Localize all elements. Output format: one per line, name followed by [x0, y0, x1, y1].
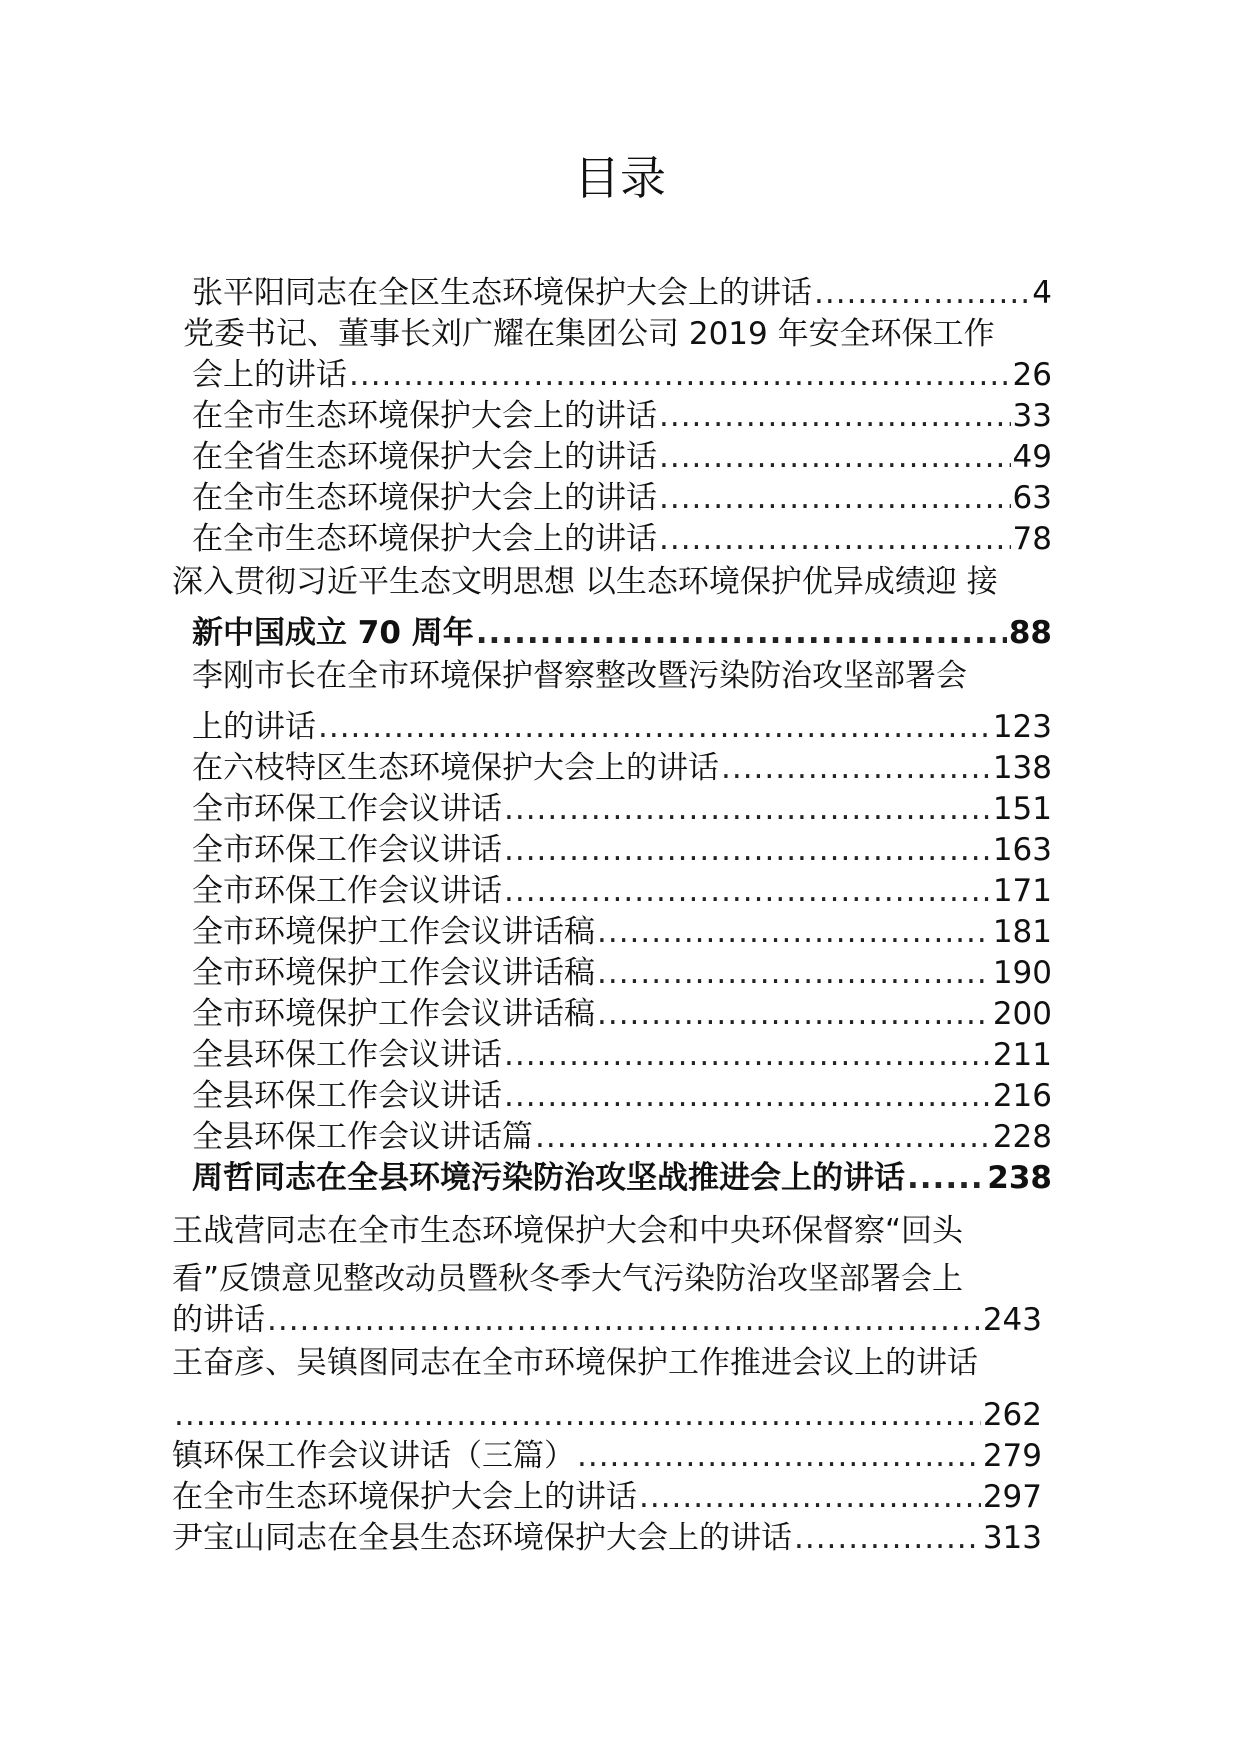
toc-entry-title: 张平阳同志在全区生态环境保护大会上的讲话: [192, 275, 812, 311]
toc-leader-dots: [659, 436, 1011, 478]
toc-entry[interactable]: [192, 747, 1052, 789]
toc-entry[interactable]: [192, 952, 1052, 994]
toc-page-number: 4: [1032, 275, 1052, 311]
toc-entry-title: 在全市生态环境保护大会上的讲话: [192, 480, 657, 516]
toc-leader-dots: [597, 993, 991, 1035]
toc-page-number: 26: [1012, 357, 1052, 393]
toc-entry[interactable]: [192, 706, 1052, 748]
toc-entry-title: 全市环境保护工作会议讲话稿: [192, 914, 595, 950]
toc-entry[interactable]: [172, 1476, 1042, 1518]
toc-entry-title: 在全市生态环境保护大会上的讲话: [192, 521, 657, 557]
toc-entry-title: 镇环保工作会议讲话（三篇）: [172, 1438, 575, 1474]
toc-entry[interactable]: [172, 1258, 1052, 1300]
toc-entry[interactable]: [192, 870, 1052, 912]
toc-page-number: 216: [992, 1078, 1052, 1114]
toc-entry-title: 周哲同志在全县环境污染防治攻坚战推进会上的讲话: [192, 1160, 905, 1196]
toc-page-number: 190: [992, 955, 1052, 991]
toc-leader-dots: [504, 870, 991, 912]
toc-entry[interactable]: [172, 1342, 1052, 1384]
toc-page-number: 181: [992, 914, 1052, 950]
toc-entry-title: 李刚市长在全市环境保护督察整改暨污染防治攻坚部署会: [192, 658, 967, 694]
toc-entry-title: 全市环保工作会议讲话: [192, 832, 502, 868]
toc-leader-dots: [318, 706, 991, 748]
toc-entry-title: 王奋彦、吴镇图同志在全市环境保护工作推进会议上的讲话: [172, 1345, 978, 1381]
toc-entry-title: 深入贯彻习近平生态文明思想 以生态环境保护优异成绩迎 接: [172, 564, 998, 600]
toc-entry-title: 全县环保工作会议讲话: [192, 1078, 502, 1114]
toc-leader-dots: [659, 518, 1011, 560]
toc-leader-dots: [504, 788, 991, 830]
toc-entry[interactable]: [192, 395, 1052, 437]
toc-entry[interactable]: [192, 788, 1052, 830]
toc-page-number: 238: [987, 1160, 1052, 1196]
toc-entry-title: 在六枝特区生态环境保护大会上的讲话: [192, 750, 719, 786]
toc-entry-title: 在全市生态环境保护大会上的讲话: [172, 1479, 637, 1515]
toc-leader-dots: [597, 952, 991, 994]
toc-entry-title: 全市环保工作会议讲话: [192, 873, 502, 909]
toc-page-number: 88: [1008, 615, 1052, 651]
toc-entry[interactable]: [192, 1075, 1052, 1117]
toc-page-number: 211: [992, 1037, 1052, 1073]
toc-page-number: 228: [992, 1119, 1052, 1155]
toc-page-number: 138: [992, 750, 1052, 786]
toc-entry[interactable]: [172, 1394, 1042, 1436]
toc-entry-title: 的讲话: [172, 1302, 265, 1338]
toc-entry[interactable]: [183, 313, 1063, 355]
toc-entry-title: 会上的讲话: [192, 357, 347, 393]
toc-leader-dots: [504, 829, 991, 871]
toc-page-number: 313: [982, 1520, 1042, 1556]
toc-leader-dots: [535, 1116, 991, 1158]
toc-entry[interactable]: [192, 477, 1052, 519]
toc-entry[interactable]: [192, 1034, 1052, 1076]
toc-page-number: 243: [982, 1302, 1042, 1338]
toc-entry[interactable]: [192, 272, 1052, 314]
toc-leader-dots: [349, 354, 1011, 396]
toc-page-number: 151: [992, 791, 1052, 827]
toc-page-number: 33: [1012, 398, 1052, 434]
toc-page-number: 171: [992, 873, 1052, 909]
toc-entry[interactable]: [192, 354, 1052, 396]
toc-entry-title: 在全省生态环境保护大会上的讲话: [192, 439, 657, 475]
toc-page-number: 123: [992, 709, 1052, 745]
toc-entry[interactable]: [172, 561, 1072, 603]
toc-entry-title: 王战营同志在全市生态环境保护大会和中央环保督察“回头: [172, 1213, 964, 1249]
toc-entry[interactable]: [192, 911, 1052, 953]
toc-leader-dots: [659, 477, 1011, 519]
toc-page-number: 279: [982, 1438, 1042, 1474]
toc-leader-dots: [721, 747, 991, 789]
toc-entry-title: 上的讲话: [192, 709, 316, 745]
toc-entry-title: 全县环保工作会议讲话: [192, 1037, 502, 1073]
toc-page-number: 63: [1012, 480, 1052, 516]
toc-entry[interactable]: [172, 1517, 1042, 1559]
toc-entry[interactable]: [192, 436, 1052, 478]
toc-leader-dots: [267, 1299, 981, 1341]
toc-entry-title: 看”反馈意见整改动员暨秋冬季大气污染防治攻坚部署会上: [172, 1261, 964, 1297]
toc-entry-title: 全县环保工作会议讲话篇: [192, 1119, 533, 1155]
toc-leader-dots: [504, 1075, 991, 1117]
toc-leader-dots: [794, 1517, 981, 1559]
toc-page-number: 297: [982, 1479, 1042, 1515]
page-title: 目录: [574, 151, 666, 205]
toc-leader-dots: [814, 272, 1030, 314]
toc-page-number: 78: [1012, 521, 1052, 557]
toc-entry[interactable]: [192, 829, 1052, 871]
toc-entry-title: 党委书记、董事长刘广耀在集团公司 2019 年安全环保工作: [183, 316, 995, 352]
toc-entry[interactable]: [192, 1157, 1052, 1199]
toc-entry-title: 新中国成立 70 周年: [192, 615, 474, 651]
toc-page-number: 163: [992, 832, 1052, 868]
toc-page-number: 262: [982, 1397, 1042, 1433]
toc-page-number: 200: [992, 996, 1052, 1032]
toc-entry[interactable]: [172, 1299, 1042, 1341]
toc-leader-dots: [174, 1394, 981, 1436]
toc-entry[interactable]: [192, 612, 1052, 654]
toc-entry-title: 在全市生态环境保护大会上的讲话: [192, 398, 657, 434]
toc-page-number: 49: [1012, 439, 1052, 475]
toc-leader-dots: [597, 911, 991, 953]
toc-entry-title: 全市环境保护工作会议讲话稿: [192, 955, 595, 991]
toc-entry-title: 尹宝山同志在全县生态环境保护大会上的讲话: [172, 1520, 792, 1556]
toc-entry[interactable]: [192, 1116, 1052, 1158]
toc-leader-dots: [504, 1034, 991, 1076]
toc-entry[interactable]: [172, 1210, 1052, 1252]
toc-entry[interactable]: [192, 518, 1052, 560]
toc-leader-dots: [639, 1476, 981, 1518]
toc-leader-dots: [907, 1157, 985, 1199]
toc-leader-dots: [577, 1435, 981, 1477]
toc-entry[interactable]: [192, 993, 1052, 1035]
toc-leader-dots: [476, 612, 1007, 654]
toc-entry-title: 全市环保工作会议讲话: [192, 791, 502, 827]
toc-entry[interactable]: [192, 655, 1072, 697]
toc-entry[interactable]: [172, 1435, 1042, 1477]
toc-leader-dots: [659, 395, 1011, 437]
toc-entry-title: 全市环境保护工作会议讲话稿: [192, 996, 595, 1032]
